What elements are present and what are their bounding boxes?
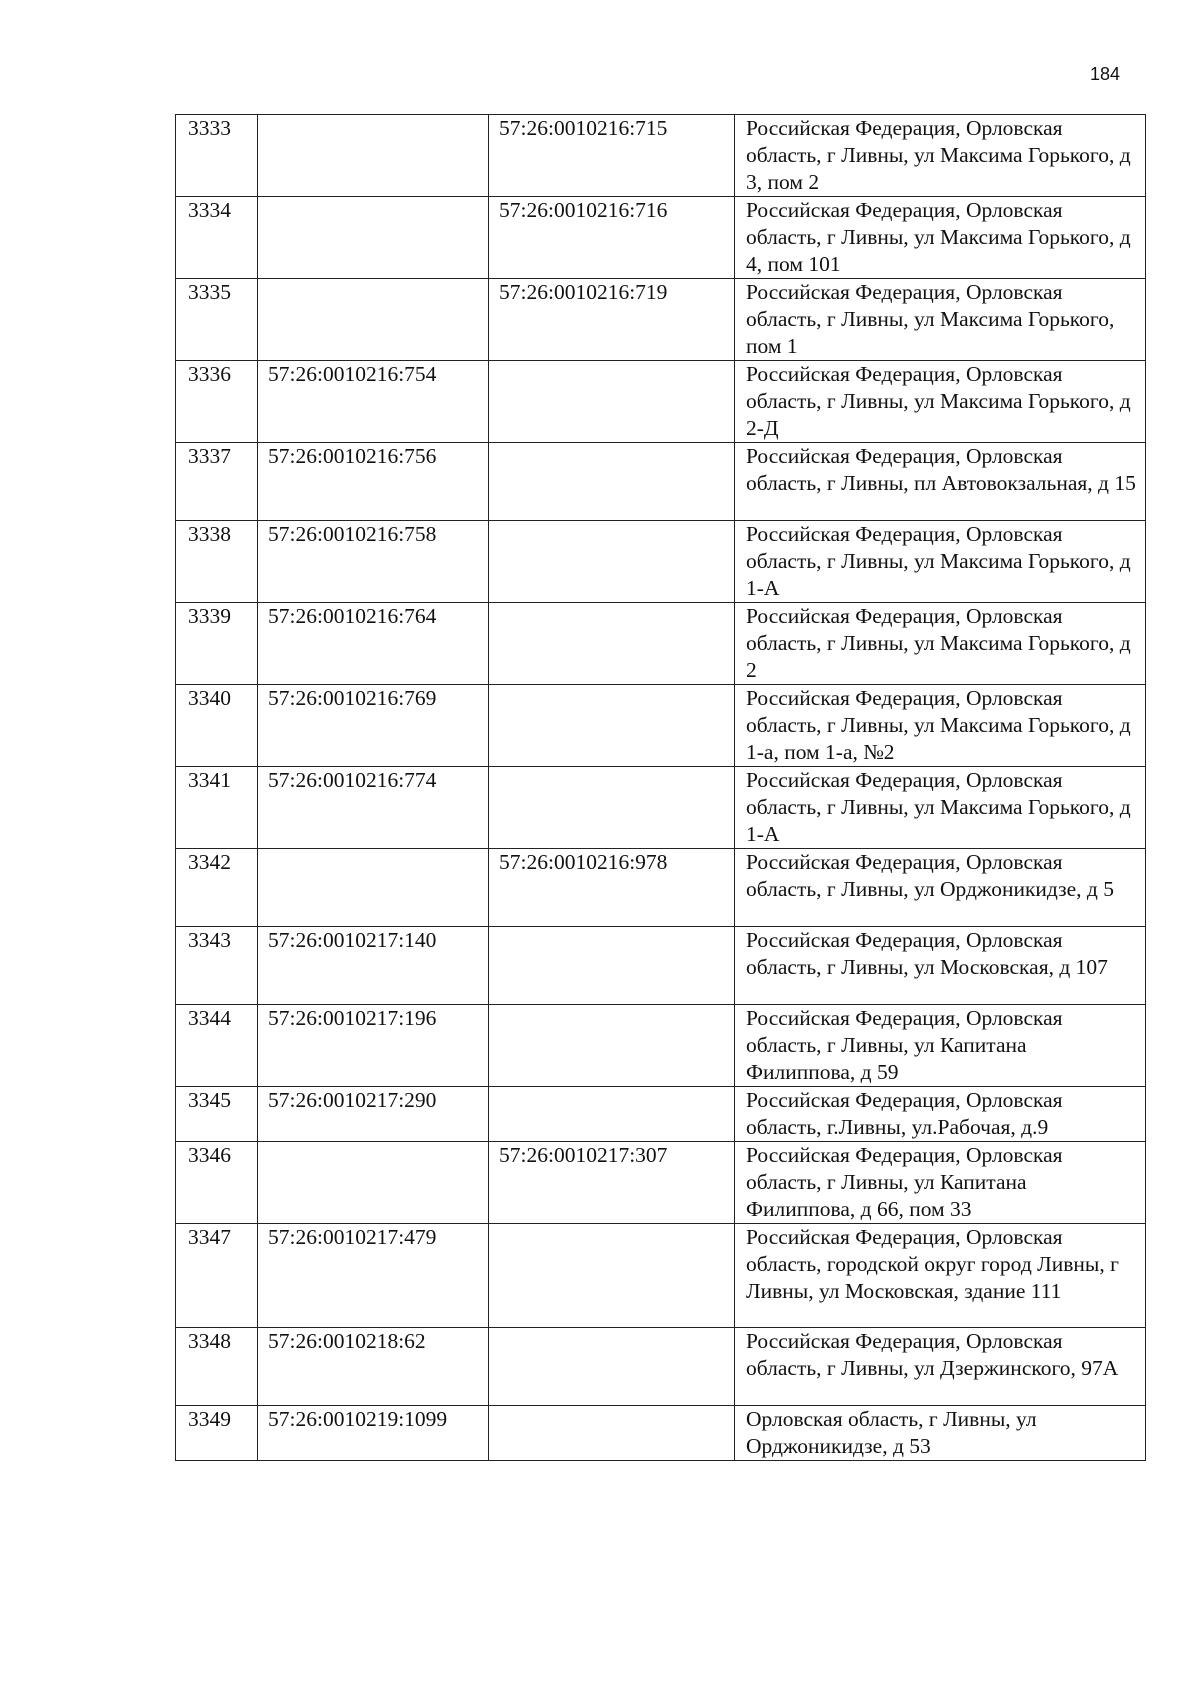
- land-cadastral-number-cell: 57:26:0010218:62: [258, 1328, 489, 1406]
- building-cadastral-number-cell: [489, 1406, 735, 1461]
- page-number: 184: [1090, 64, 1121, 84]
- address-cell: Российская Федерация, Орловская область, г Ливны, ул Максима Горького, д 1-А: [735, 767, 1146, 849]
- building-cadastral-number-cell: [489, 603, 735, 685]
- address-cell: Российская Федерация, Орловская область, г Ливны, ул Орджоникидзе, д 5: [735, 849, 1146, 927]
- building-cadastral-number-cell: [489, 685, 735, 767]
- row-number-cell: 3342: [176, 849, 258, 927]
- table-row: [176, 115, 1146, 197]
- address-cell: Российская Федерация, Орловская область, г Ливны, ул Максима Горького, пом 1: [735, 279, 1146, 361]
- building-cadastral-number-cell: 57:26:0010216:716: [489, 197, 735, 279]
- row-number-cell: 3336: [176, 361, 258, 443]
- address-cell: Российская Федерация, Орловская область, г Ливны, ул Максима Горького, д 2-Д: [735, 361, 1146, 443]
- building-cadastral-number-cell: [489, 521, 735, 603]
- row-number-cell: 3347: [176, 1224, 258, 1328]
- building-cadastral-number-cell: 57:26:0010216:978: [489, 849, 735, 927]
- row-number-cell: 3340: [176, 685, 258, 767]
- address-cell: Российская Федерация, Орловская область, г Ливны, ул Максима Горького, д 1-а, пом 1-а, №2: [735, 685, 1146, 767]
- land-cadastral-number-cell: 57:26:0010216:754: [258, 361, 489, 443]
- row-number-cell: 3343: [176, 927, 258, 1005]
- table-row: [176, 1142, 1146, 1224]
- building-cadastral-number-cell: [489, 1224, 735, 1328]
- address-cell: Российская Федерация, Орловская область, г Ливны, ул Капитана Филиппова, д 59: [735, 1005, 1146, 1087]
- table-row: [176, 767, 1146, 849]
- row-number-cell: 3344: [176, 1005, 258, 1087]
- row-number-cell: 3338: [176, 521, 258, 603]
- row-number-cell: 3335: [176, 279, 258, 361]
- land-cadastral-number-cell: 57:26:0010216:764: [258, 603, 489, 685]
- table-row: [176, 1328, 1146, 1406]
- land-cadastral-number-cell: 57:26:0010217:290: [258, 1087, 489, 1142]
- land-cadastral-number-cell: [258, 197, 489, 279]
- land-cadastral-number-cell: 57:26:0010217:196: [258, 1005, 489, 1087]
- building-cadastral-number-cell: 57:26:0010216:715: [489, 115, 735, 197]
- address-cell: Российская Федерация, Орловская область, г Ливны, пл Автовокзальная, д 15: [735, 443, 1146, 521]
- address-cell: Российская Федерация, Орловская область, г Ливны, ул Дзержинского, 97А: [735, 1328, 1146, 1406]
- land-cadastral-number-cell: [258, 849, 489, 927]
- address-cell: Российская Федерация, Орловская область, г Ливны, ул Максима Горького, д 3, пом 2: [735, 115, 1146, 197]
- registry-table-body: [176, 115, 1146, 1461]
- row-number-cell: 3348: [176, 1328, 258, 1406]
- building-cadastral-number-cell: [489, 927, 735, 1005]
- row-number-cell: 3339: [176, 603, 258, 685]
- row-number-cell: 3337: [176, 443, 258, 521]
- address-cell: Российская Федерация, Орловская область, г Ливны, ул Московская, д 107: [735, 927, 1146, 1005]
- address-cell: Российская Федерация, Орловская область, г Ливны, ул Максима Горького, д 1-А: [735, 521, 1146, 603]
- building-cadastral-number-cell: [489, 1328, 735, 1406]
- building-cadastral-number-cell: [489, 361, 735, 443]
- land-cadastral-number-cell: 57:26:0010216:769: [258, 685, 489, 767]
- table-row: [176, 1005, 1146, 1087]
- table-row: [176, 603, 1146, 685]
- table-row: [176, 521, 1146, 603]
- table-row: [176, 849, 1146, 927]
- table-row: [176, 361, 1146, 443]
- table-row: [176, 685, 1146, 767]
- row-number-cell: 3345: [176, 1087, 258, 1142]
- land-cadastral-number-cell: 57:26:0010216:758: [258, 521, 489, 603]
- row-number-cell: 3349: [176, 1406, 258, 1461]
- land-cadastral-number-cell: [258, 115, 489, 197]
- row-number-cell: 3333: [176, 115, 258, 197]
- table-row: [176, 279, 1146, 361]
- row-number-cell: 3334: [176, 197, 258, 279]
- land-cadastral-number-cell: 57:26:0010216:756: [258, 443, 489, 521]
- table-row: [176, 927, 1146, 1005]
- address-cell: Российская Федерация, Орловская область, г Ливны, ул Максима Горького, д 4, пом 101: [735, 197, 1146, 279]
- building-cadastral-number-cell: [489, 1087, 735, 1142]
- building-cadastral-number-cell: 57:26:0010216:719: [489, 279, 735, 361]
- table-row: [176, 1406, 1146, 1461]
- building-cadastral-number-cell: [489, 443, 735, 521]
- land-cadastral-number-cell: [258, 279, 489, 361]
- building-cadastral-number-cell: [489, 767, 735, 849]
- address-cell: Орловская область, г Ливны, ул Орджоникидзе, д 53: [735, 1406, 1146, 1461]
- land-cadastral-number-cell: [258, 1142, 489, 1224]
- table-row: [176, 1087, 1146, 1142]
- row-number-cell: 3341: [176, 767, 258, 849]
- address-cell: Российская Федерация, Орловская область, г Ливны, ул Максима Горького, д 2: [735, 603, 1146, 685]
- table-row: [176, 443, 1146, 521]
- building-cadastral-number-cell: 57:26:0010217:307: [489, 1142, 735, 1224]
- registry-table: [175, 114, 1146, 1461]
- address-cell: Российская Федерация, Орловская область, г Ливны, ул Капитана Филиппова, д 66, пом 33: [735, 1142, 1146, 1224]
- building-cadastral-number-cell: [489, 1005, 735, 1087]
- land-cadastral-number-cell: 57:26:0010216:774: [258, 767, 489, 849]
- row-number-cell: 3346: [176, 1142, 258, 1224]
- table-row: [176, 1224, 1146, 1328]
- address-cell: Российская Федерация, Орловская область, городской округ город Ливны, г Ливны, ул Московская, здание 111: [735, 1224, 1146, 1328]
- address-cell: Российская Федерация, Орловская область, г.Ливны, ул.Рабочая, д.9: [735, 1087, 1146, 1142]
- land-cadastral-number-cell: 57:26:0010217:479: [258, 1224, 489, 1328]
- table-row: [176, 197, 1146, 279]
- land-cadastral-number-cell: 57:26:0010219:1099: [258, 1406, 489, 1461]
- land-cadastral-number-cell: 57:26:0010217:140: [258, 927, 489, 1005]
